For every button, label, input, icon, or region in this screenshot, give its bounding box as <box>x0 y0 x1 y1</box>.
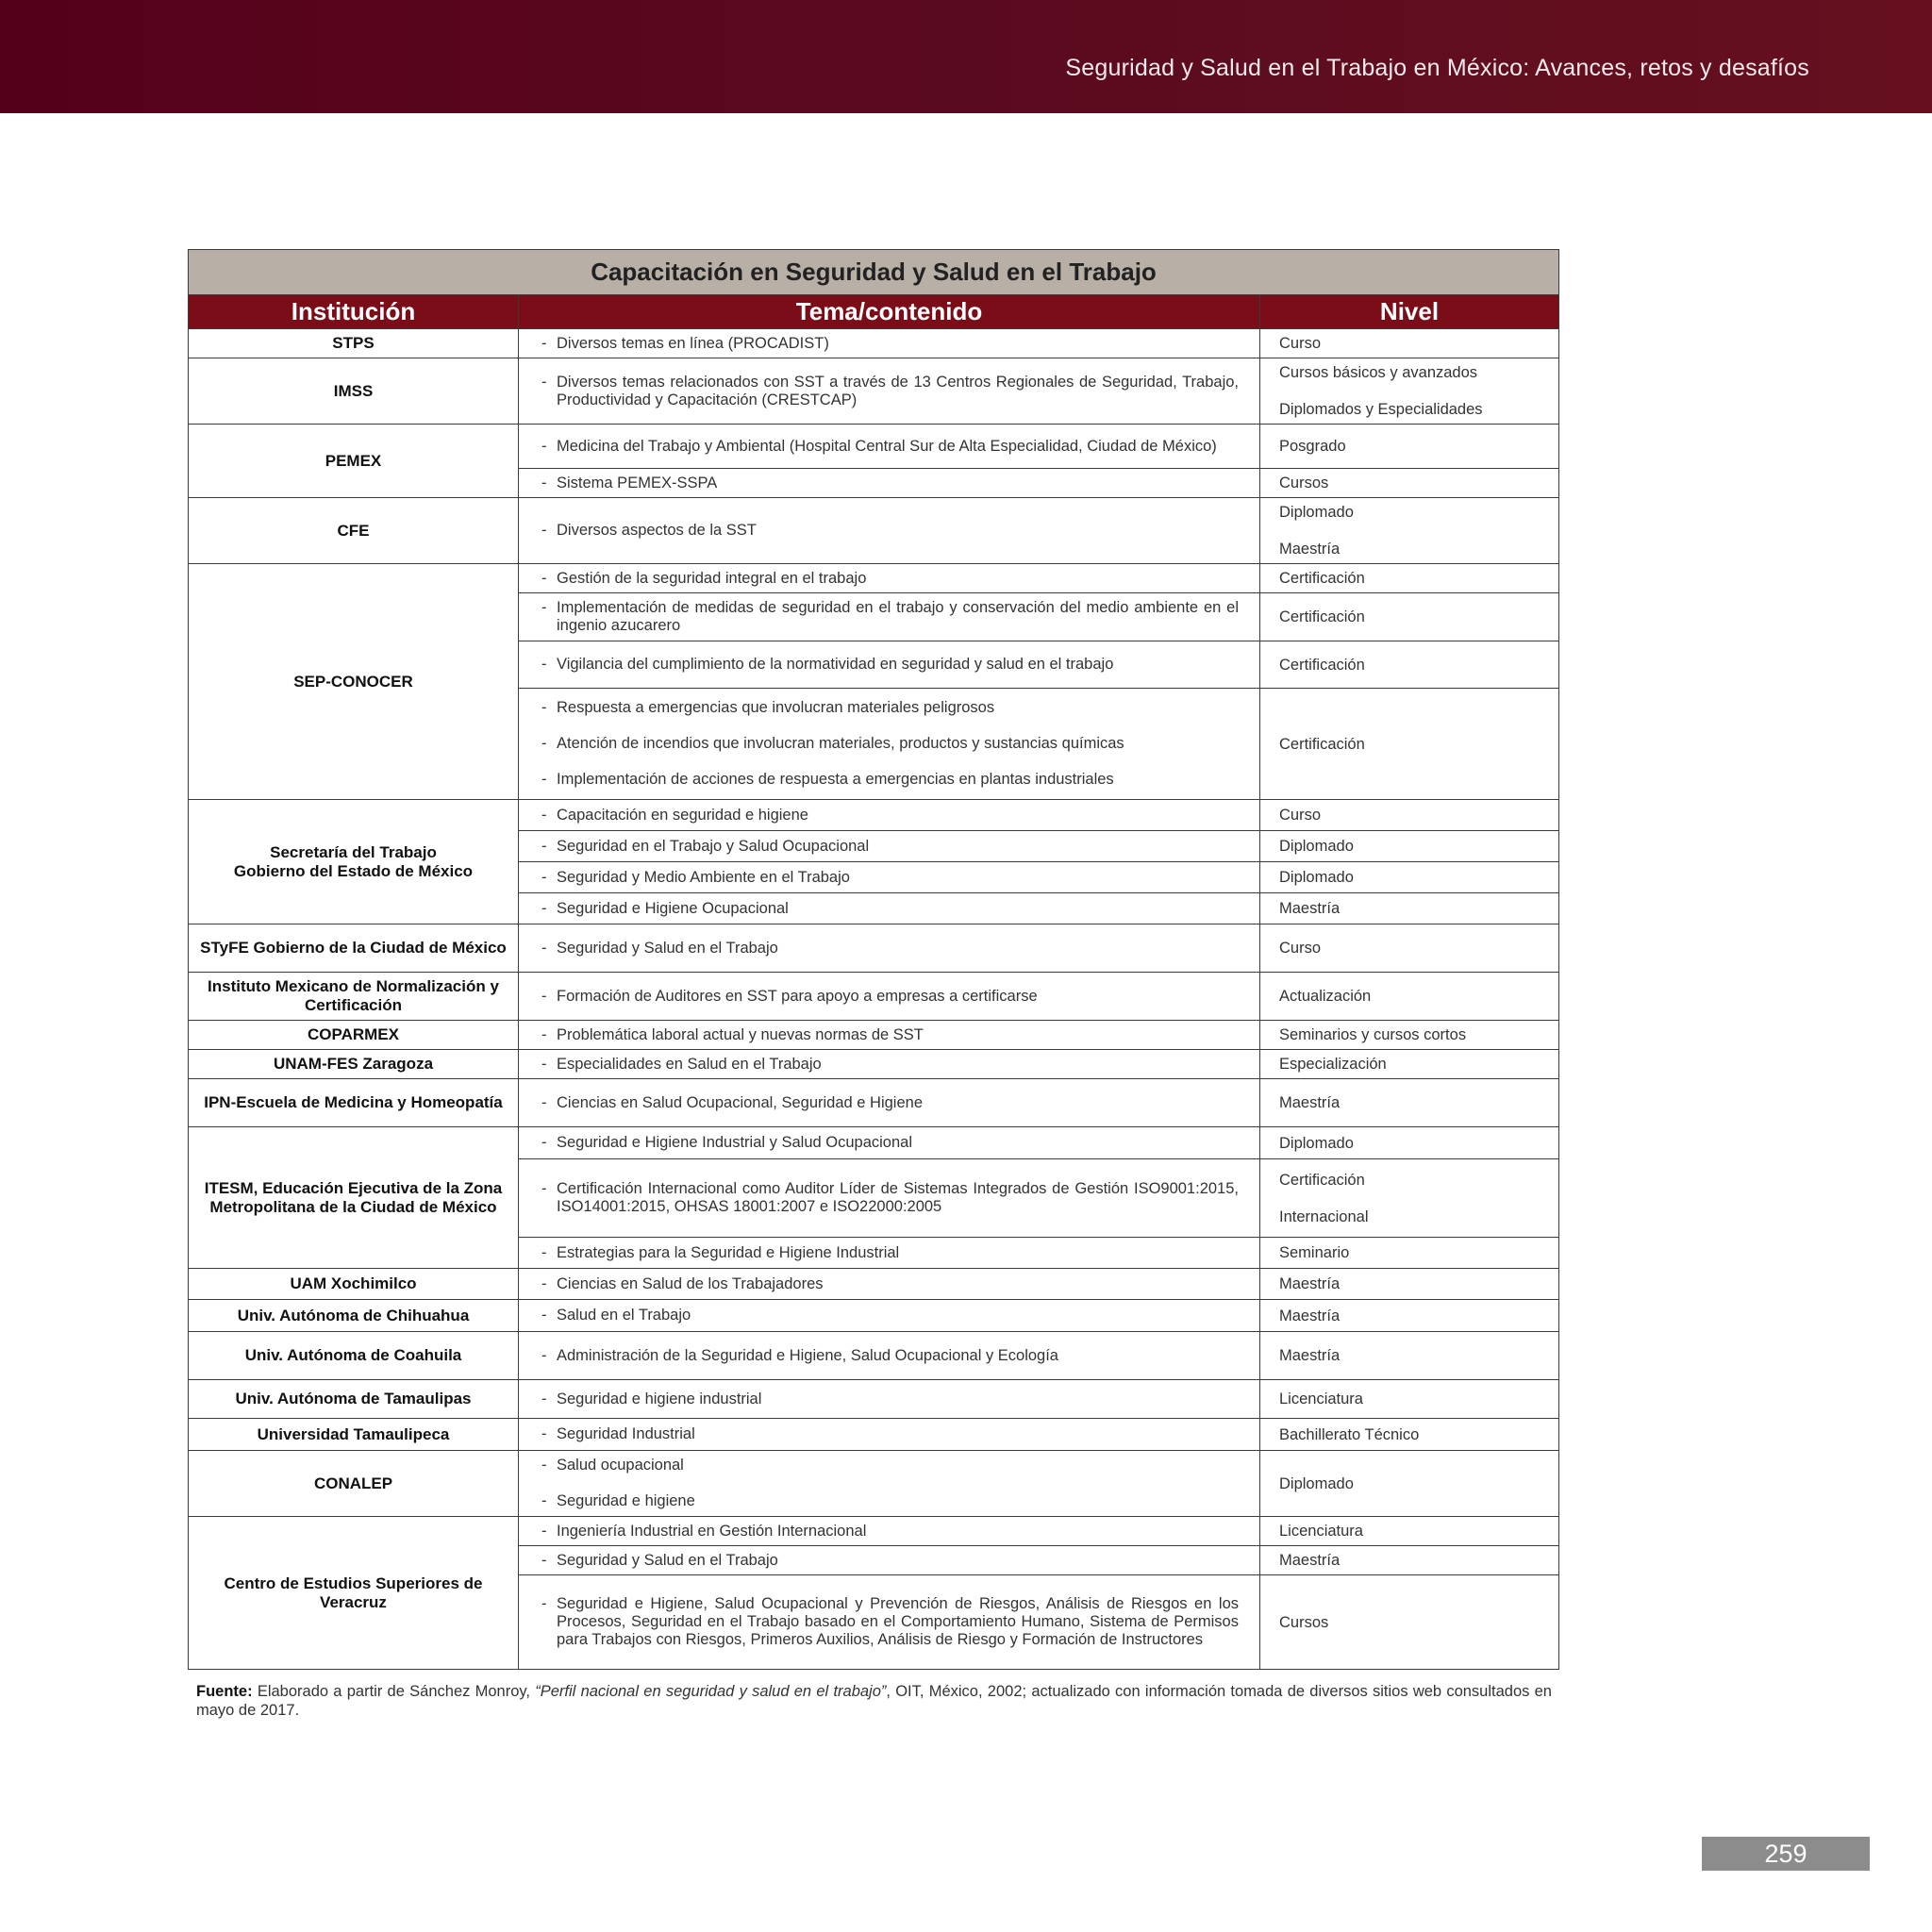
topic-cell <box>519 1546 1260 1575</box>
topic-item <box>541 900 1239 918</box>
table-row <box>189 1332 1559 1380</box>
topic-text: Problemática laboral actual y nuevas normas de SST <box>557 1025 924 1043</box>
bullet-dash: - <box>541 1425 547 1442</box>
level-cell <box>1260 358 1559 425</box>
level-cell <box>1260 862 1559 893</box>
level-cell <box>1260 498 1559 564</box>
topic-item <box>541 475 1239 492</box>
topic-text: Seguridad y Salud en el Trabajo <box>557 939 778 957</box>
topic-item <box>541 1391 1239 1408</box>
institution-cell: PEMEX <box>189 425 519 498</box>
topic-item <box>541 1425 1239 1443</box>
bullet-dash: - <box>541 1492 547 1509</box>
topic-cell <box>519 893 1260 924</box>
table-row <box>189 1300 1559 1332</box>
topic-cell <box>519 358 1260 425</box>
topic-item <box>541 438 1239 456</box>
topic-item <box>541 570 1239 588</box>
institution-cell: IMSS <box>189 358 519 425</box>
topic-text: Diversos temas relacionados con SST a través de 13 Centros Regionales de Seguridad, Trabajo, Productividad y Capacitación (CRESTCAP) <box>557 373 1239 408</box>
bullet-dash: - <box>541 656 547 673</box>
topic-text: Ciencias en Salud de los Trabajadores <box>557 1274 824 1292</box>
topic-text: Certificación Internacional como Auditor Líder de Sistemas Integrados de Gestión ISO9001:2015, ISO14001:2015, OHSAS 18001:2007 e ISO22000:2005 <box>557 1180 1239 1215</box>
institution-cell: UAM Xochimilco <box>189 1269 519 1300</box>
topic-text: Seguridad e Higiene, Salud Ocupacional y Prevención de Riesgos, Análisis de Riesgos en los Procesos, Seguridad en el Trabajo basado en el Comportamiento Humano, Sistema de Permisos para Trabajos con Riesgos, Primeros Auxilios, Análisis de Riesgo y Formación de Instructores <box>557 1595 1239 1648</box>
level-text: Curso <box>1279 807 1322 824</box>
level-text: Internacional <box>1279 1208 1369 1225</box>
bullet-dash: - <box>541 806 547 824</box>
level-cell <box>1260 973 1559 1021</box>
topic-text: Seguridad e higiene <box>557 1492 695 1509</box>
level-text: Cursos básicos y avanzados <box>1279 364 1478 381</box>
topic-item <box>541 699 1239 717</box>
topic-cell <box>519 1238 1260 1269</box>
source-pre: Elaborado a partir de Sánchez Monroy, <box>252 1683 536 1700</box>
level-text: Diplomado <box>1279 504 1354 521</box>
column-header-tema: Tema/contenido <box>519 295 1260 329</box>
topic-cell <box>519 425 1260 469</box>
topic-item <box>541 940 1239 958</box>
topic-item <box>541 1523 1239 1541</box>
table-caption: Capacitación en Seguridad y Salud en el Trabajo <box>189 250 1559 295</box>
level-cell <box>1260 1380 1559 1419</box>
level-text: Maestría <box>1279 1347 1341 1364</box>
level-cell <box>1260 1451 1559 1517</box>
topic-cell <box>519 1419 1260 1451</box>
topic-text: Seguridad en el Trabajo y Salud Ocupacional <box>557 837 870 855</box>
table-row <box>189 358 1559 425</box>
institution-cell: CFE <box>189 498 519 564</box>
bullet-dash: - <box>541 1243 547 1261</box>
level-cell <box>1260 1300 1559 1332</box>
institution-cell: ITESM, Educación Ejecutiva de la Zona Metropolitana de la Ciudad de México <box>189 1127 519 1269</box>
level-cell <box>1260 1546 1559 1575</box>
topic-cell <box>519 329 1260 358</box>
table-row <box>189 498 1559 564</box>
institution-cell: SEP-CONOCER <box>189 564 519 800</box>
bullet-dash: - <box>541 1025 547 1043</box>
topic-item <box>541 807 1239 824</box>
bullet-dash: - <box>541 1551 547 1569</box>
topic-cell <box>519 593 1260 641</box>
bullet-dash: - <box>541 771 547 788</box>
level-text: Especialización <box>1279 1056 1387 1073</box>
topic-cell <box>519 1380 1260 1419</box>
institution-cell: CONALEP <box>189 1451 519 1517</box>
level-cell <box>1260 689 1559 800</box>
institution-cell: COPARMEX <box>189 1021 519 1050</box>
level-text: Certificación <box>1279 608 1365 625</box>
table-row <box>189 1127 1559 1159</box>
topic-cell <box>519 1300 1260 1332</box>
topic-item <box>541 656 1239 674</box>
level-text: Diplomados y Especialidades <box>1279 401 1483 418</box>
bullet-dash: - <box>541 837 547 855</box>
bullet-dash: - <box>541 1093 547 1111</box>
bullet-dash: - <box>541 1134 547 1151</box>
source-post: , OIT, México, 2002; actualizado con información tomada de diversos sitios web consultados en mayo de 2017. <box>196 1683 1552 1719</box>
topic-cell <box>519 1127 1260 1159</box>
bullet-dash: - <box>541 1180 547 1197</box>
table-row <box>189 1451 1559 1517</box>
topic-cell <box>519 564 1260 593</box>
table-row <box>189 1021 1559 1050</box>
level-text: Maestría <box>1279 1307 1341 1324</box>
bullet-dash: - <box>541 437 547 455</box>
level-cell <box>1260 924 1559 973</box>
topic-text: Formación de Auditores en SST para apoyo a empresas a certificarse <box>557 987 1038 1005</box>
topic-text: Atención de incendios que involucran materiales, productos y sustancias químicas <box>557 735 1124 752</box>
bullet-dash: - <box>541 987 547 1005</box>
bullet-dash: - <box>541 1522 547 1540</box>
bullet-dash: - <box>541 373 547 391</box>
table-row <box>189 1380 1559 1419</box>
topic-text: Gestión de la seguridad integral en el trabajo <box>557 569 867 587</box>
topic-text: Seguridad e higiene industrial <box>557 1390 762 1407</box>
topic-text: Respuesta a emergencias que involucran materiales peligrosos <box>557 699 995 716</box>
topic-item <box>541 735 1239 753</box>
topic-text: Administración de la Seguridad e Higiene, Salud Ocupacional y Ecología <box>557 1346 1058 1364</box>
table-row <box>189 564 1559 593</box>
topic-cell <box>519 689 1260 800</box>
training-table <box>188 249 1559 1670</box>
level-text: Maestría <box>1279 1094 1341 1111</box>
topic-item <box>541 1134 1239 1152</box>
topic-cell <box>519 469 1260 498</box>
institution-cell: Instituto Mexicano de Normalización y Certificación <box>189 973 519 1021</box>
bullet-dash: - <box>541 1457 547 1474</box>
topic-text: Seguridad y Medio Ambiente en el Trabajo <box>557 868 850 886</box>
institution-cell: Univ. Autónoma de Tamaulipas <box>189 1380 519 1419</box>
level-text: Licenciatura <box>1279 1391 1363 1407</box>
bullet-dash: - <box>541 939 547 957</box>
topic-item <box>541 1275 1239 1293</box>
topic-text: Diversos temas en línea (PROCADIST) <box>557 334 829 352</box>
topic-item <box>541 1552 1239 1570</box>
level-text: Certificación <box>1279 570 1365 587</box>
bullet-dash: - <box>541 899 547 917</box>
topic-item <box>541 374 1239 409</box>
institution-cell: UNAM-FES Zaragoza <box>189 1050 519 1079</box>
level-cell <box>1260 893 1559 924</box>
topic-cell <box>519 800 1260 831</box>
level-cell <box>1260 1419 1559 1451</box>
level-text: Cursos <box>1279 475 1329 491</box>
level-cell <box>1260 1517 1559 1546</box>
topic-item <box>541 869 1239 887</box>
topic-text: Seguridad Industrial <box>557 1425 695 1442</box>
topic-text: Capacitación en seguridad e higiene <box>557 806 808 824</box>
level-text: Diplomado <box>1279 869 1354 886</box>
topic-item <box>541 522 1239 540</box>
bullet-dash: - <box>541 1274 547 1292</box>
bullet-dash: - <box>541 1055 547 1073</box>
institution-cell: Univ. Autónoma de Chihuahua <box>189 1300 519 1332</box>
institution-cell: Centro de Estudios Superiores de Veracruz <box>189 1517 519 1670</box>
topic-item <box>541 599 1239 635</box>
bullet-dash: - <box>541 1595 547 1612</box>
level-text: Maestría <box>1279 900 1341 917</box>
institution-cell: STyFE Gobierno de la Ciudad de México <box>189 924 519 973</box>
page-number: 259 <box>1702 1837 1870 1871</box>
level-text: Certificación <box>1279 735 1365 753</box>
level-text: Maestría <box>1279 541 1341 558</box>
topic-item <box>541 1094 1239 1112</box>
institution-cell: STPS <box>189 329 519 358</box>
level-cell <box>1260 1238 1559 1269</box>
topic-item <box>541 1026 1239 1044</box>
topic-text: Seguridad e Higiene Ocupacional <box>557 899 789 917</box>
topic-text: Implementación de acciones de respuesta a emergencias en plantas industriales <box>557 771 1114 788</box>
institution-cell: Universidad Tamaulipeca <box>189 1419 519 1451</box>
bullet-dash: - <box>541 1390 547 1407</box>
table-body <box>189 329 1559 1670</box>
running-header-title: Seguridad y Salud en el Trabajo en México: Avances, retos y desafíos <box>1065 55 1809 81</box>
topic-cell <box>519 862 1260 893</box>
institution-cell: IPN-Escuela de Medicina y Homeopatía <box>189 1079 519 1127</box>
topic-item <box>541 1347 1239 1365</box>
level-text: Maestría <box>1279 1275 1341 1292</box>
topic-text: Especialidades en Salud en el Trabajo <box>557 1055 822 1073</box>
topic-item <box>541 771 1239 789</box>
table-row <box>189 1517 1559 1546</box>
topic-text: Vigilancia del cumplimiento de la normatividad en seguridad y salud en el trabajo <box>557 656 1114 673</box>
level-cell <box>1260 1127 1559 1159</box>
topic-item <box>541 988 1239 1006</box>
source-label: Fuente: <box>196 1683 253 1700</box>
bullet-dash: - <box>541 1346 547 1364</box>
bullet-dash: - <box>541 334 547 352</box>
topic-cell <box>519 1517 1260 1546</box>
topic-text: Sistema PEMEX-SSPA <box>557 474 718 491</box>
level-text: Curso <box>1279 940 1322 957</box>
topic-cell <box>519 1269 1260 1300</box>
bullet-dash: - <box>541 735 547 752</box>
topic-item <box>541 1056 1239 1074</box>
table-row <box>189 800 1559 831</box>
table-row <box>189 973 1559 1021</box>
table-row <box>189 425 1559 469</box>
table-row <box>189 329 1559 358</box>
level-cell <box>1260 425 1559 469</box>
topic-cell <box>519 1021 1260 1050</box>
level-text: Seminarios y cursos cortos <box>1279 1026 1467 1043</box>
column-header-institucion: Institución <box>189 295 519 329</box>
level-cell <box>1260 1269 1559 1300</box>
level-cell <box>1260 564 1559 593</box>
source-title: “Perfil nacional en seguridad y salud en el trabajo” <box>535 1683 887 1700</box>
training-table-wrapper <box>188 249 1558 1670</box>
level-cell <box>1260 1079 1559 1127</box>
topic-text: Salud ocupacional <box>557 1457 684 1474</box>
table-row <box>189 1079 1559 1127</box>
header-bar <box>0 0 1932 113</box>
topic-item <box>541 1595 1239 1649</box>
topic-item <box>541 1492 1239 1510</box>
level-text: Bachillerato Técnico <box>1279 1425 1420 1443</box>
topic-text: Implementación de medidas de seguridad en el trabajo y conservación del medio ambiente en el ingenio azucarero <box>557 599 1239 634</box>
topic-item <box>541 838 1239 856</box>
level-text: Maestría <box>1279 1552 1341 1569</box>
topic-text: Medicina del Trabajo y Ambiental (Hospital Central Sur de Alta Especialidad, Ciudad de México) <box>557 437 1217 455</box>
level-text: Certificación <box>1279 1171 1365 1189</box>
bullet-dash: - <box>541 868 547 886</box>
topic-item <box>541 1307 1239 1324</box>
topic-text: Diversos aspectos de la SST <box>557 522 757 539</box>
topic-cell <box>519 1575 1260 1670</box>
topic-item <box>541 335 1239 353</box>
topic-text: Ciencias en Salud Ocupacional, Seguridad e Higiene <box>557 1093 923 1111</box>
topic-item <box>541 1457 1239 1474</box>
topic-cell <box>519 1332 1260 1380</box>
level-cell <box>1260 329 1559 358</box>
topic-text: Seguridad y Salud en el Trabajo <box>557 1551 778 1569</box>
column-header-nivel: Nivel <box>1260 295 1559 329</box>
bullet-dash: - <box>541 474 547 491</box>
topic-text: Ingeniería Industrial en Gestión Internacional <box>557 1522 867 1540</box>
level-text: Licenciatura <box>1279 1523 1363 1540</box>
bullet-dash: - <box>541 1307 547 1324</box>
topic-cell <box>519 1050 1260 1079</box>
topic-cell <box>519 924 1260 973</box>
topic-text: Salud en el Trabajo <box>557 1307 691 1324</box>
source-note <box>196 1682 1552 1720</box>
level-cell <box>1260 800 1559 831</box>
bullet-dash: - <box>541 699 547 716</box>
table-row <box>189 924 1559 973</box>
institution-cell: Secretaría del Trabajo Gobierno del Estado de México <box>189 800 519 924</box>
topic-cell <box>519 1451 1260 1517</box>
topic-text: Estrategias para la Seguridad e Higiene Industrial <box>557 1243 900 1261</box>
topic-cell <box>519 1159 1260 1238</box>
topic-cell <box>519 831 1260 862</box>
bullet-dash: - <box>541 569 547 587</box>
level-cell <box>1260 469 1559 498</box>
level-text: Curso <box>1279 335 1322 352</box>
level-cell <box>1260 1050 1559 1079</box>
level-text: Certificación <box>1279 656 1365 674</box>
institution-cell: Univ. Autónoma de Coahuila <box>189 1332 519 1380</box>
level-text: Posgrado <box>1279 438 1346 455</box>
topic-item <box>541 1180 1239 1216</box>
level-cell <box>1260 1159 1559 1238</box>
table-row <box>189 1050 1559 1079</box>
level-text: Diplomado <box>1279 1134 1354 1152</box>
table-row <box>189 1269 1559 1300</box>
topic-cell <box>519 641 1260 689</box>
topic-item <box>541 1244 1239 1262</box>
bullet-dash: - <box>541 522 547 539</box>
topic-cell <box>519 1079 1260 1127</box>
topic-text: Seguridad e Higiene Industrial y Salud Ocupacional <box>557 1134 912 1151</box>
level-cell <box>1260 831 1559 862</box>
level-text: Seminario <box>1279 1244 1350 1261</box>
level-cell <box>1260 1575 1559 1670</box>
level-text: Actualización <box>1279 988 1372 1005</box>
level-cell <box>1260 1021 1559 1050</box>
topic-cell <box>519 973 1260 1021</box>
level-cell <box>1260 593 1559 641</box>
level-cell <box>1260 1332 1559 1380</box>
topic-cell <box>519 498 1260 564</box>
level-text: Diplomado <box>1279 838 1354 855</box>
level-text: Diplomado <box>1279 1474 1354 1492</box>
level-cell <box>1260 641 1559 689</box>
table-row <box>189 1419 1559 1451</box>
bullet-dash: - <box>541 599 547 616</box>
level-text: Cursos <box>1279 1613 1329 1631</box>
